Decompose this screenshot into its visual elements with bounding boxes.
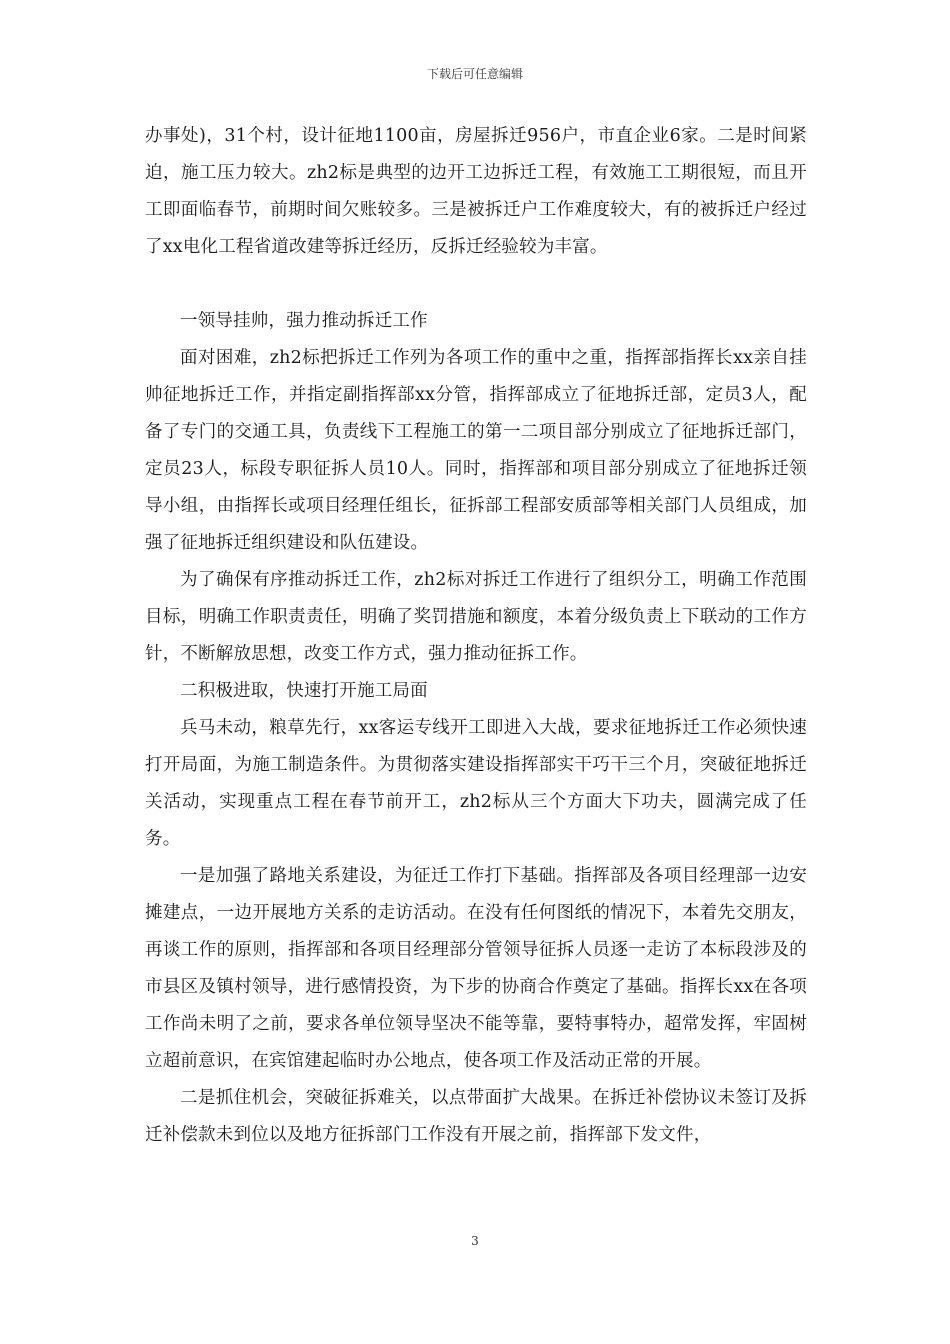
paragraph: 一是加强了路地关系建设，为征迁工作打下基础。指挥部及各项目经理部一边安摊建点，一边开展地方关系的走访活动。在没有任何图纸的情况下，本着先交朋友，再谈工作的原则，指挥部和各项目经理部分管领导征拆人员逐一走访了本标段涉及的市县区及镇村领导，进行感情投资，为下步的协商合作奠定了基础。指挥长xx在各项工作尚未明了之前，要求各单位领导坚决不能等靠，要特事特办，超常发挥，牢固树立超前意识，在宾馆建起临时办公地点，使各项工作及活动正常的开展。 <box>145 866 807 1071</box>
paragraph: 为了确保有序推动拆迁工作，zh2标对拆迁工作进行了组织分工，明确工作范围目标，明确工作职责责任，明确了奖罚措施和额度，本着分级负责上下联动的工作方针，不断解放思想，改变工作方式，强力推动征拆工作。 <box>145 570 807 664</box>
section-heading-1: 一领导挂帅，强力推动拆迁工作 <box>180 311 428 331</box>
page-number: 3 <box>471 1234 479 1248</box>
paragraph: 二是抓住机会，突破征拆难关，以点带面扩大战果。在拆迁补偿协议未签订及拆迁补偿款未到位以及地方征拆部门工作没有开展之前，指挥部下发文件， <box>145 1088 807 1145</box>
paragraph: 面对困难，zh2标把拆迁工作列为各项工作的重中之重，指挥部指挥长xx亲自挂帅征地拆迁工作，并指定副指挥部xx分管，指挥部成立了征地拆迁部，定员3人，配备了专门的交通工具，负责线下工程施工的第一二项目部分别成立了征地拆迁部门，定员23人，标段专职征拆人员10人。同时，指挥部和项目部分别成立了征地拆迁领导小组，由指挥长或项目经理任组长，征拆部工程部安质部等相关部门人员组成，加强了征地拆迁组织建设和队伍建设。 <box>145 348 807 553</box>
page-header: 下载后可任意编辑 <box>426 67 523 81</box>
document-body <box>145 118 807 1154</box>
section-heading-2: 二积极进取，快速打开施工局面 <box>180 681 428 701</box>
paragraph: 兵马未动，粮草先行，xx客运专线开工即进入大战，要求征地拆迁工作必须快速打开局面，为施工制造条件。为贯彻落实建设指挥部实干巧干三个月，突破征地拆迁关活动，实现重点工程在春节前开工，zh2标从三个方面大下功夫，圆满完成了任务。 <box>145 718 807 849</box>
paragraph-continuation: 办事处)，31个村，设计征地1100亩，房屋拆迁956户，市直企业6家。二是时间紧迫，施工压力较大。zh2标是典型的边开工边拆迁工程，有效施工工期很短，而且开工即面临春节，前期时间欠账较多。三是被拆迁户工作难度较大，有的被拆迁户经过了xx电化工程省道改建等拆迁经历，反拆迁经验较为丰富。 <box>145 126 807 257</box>
